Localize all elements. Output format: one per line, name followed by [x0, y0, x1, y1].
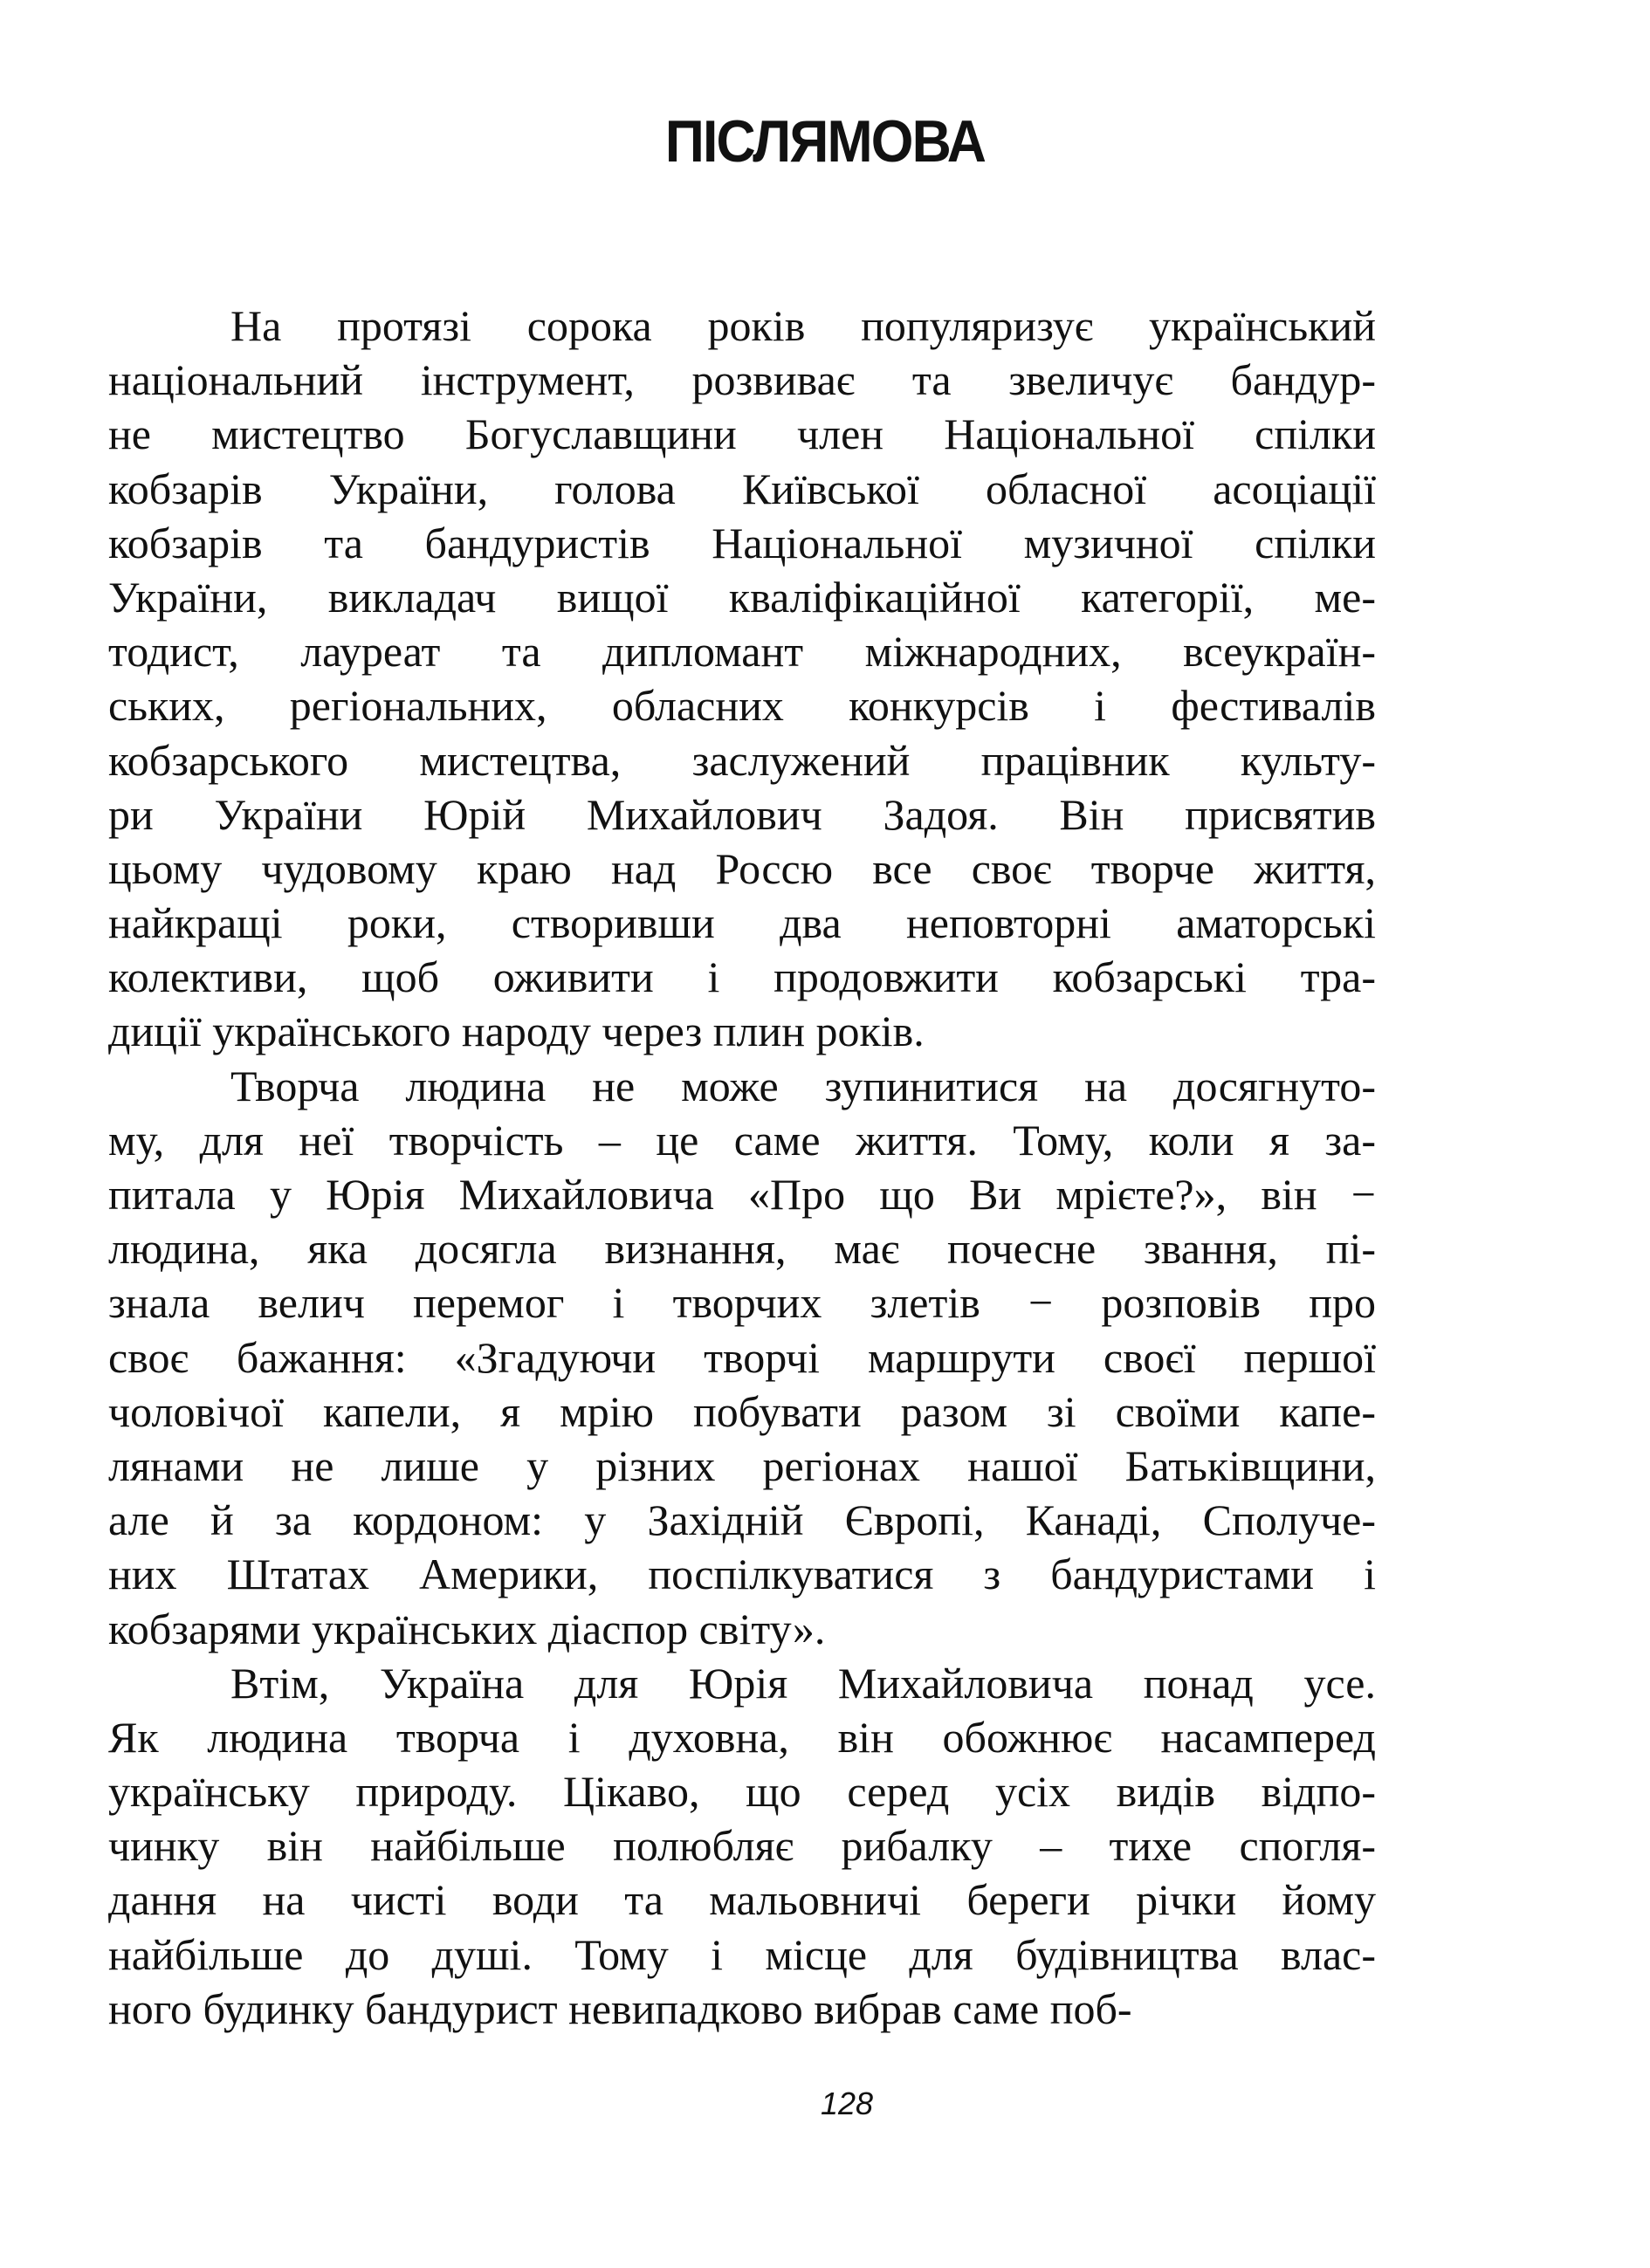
- text-line: людина, яка досягла визнання, має почесне звання, пі-: [108, 1224, 1376, 1274]
- text-line: питала у Юрія Михайловича «Про що Ви мрієте?», він −: [108, 1170, 1376, 1219]
- text-line: кобзарями українських діаспор світу».: [108, 1604, 826, 1653]
- text-line: кобзарського мистецтва, заслужений працівник культу-: [108, 735, 1376, 785]
- text-line: тодист, лауреат та дипломант міжнародних, всеукраїн-: [108, 627, 1376, 677]
- text-line: своє бажання: «Згадуючи творчі маршрути своєї першої: [108, 1332, 1376, 1382]
- page-number: 128: [820, 2086, 874, 2121]
- text-line: ного будинку бандурист невипадково вибрав саме поб-: [108, 1983, 1132, 2033]
- text-line: не мистецтво Богуславщини член Національної спілки: [108, 409, 1376, 459]
- text-line: Творча людина не може зупинитися на досягнуто-: [230, 1061, 1376, 1110]
- text-line: ри України Юрій Михайлович Задоя. Він присвятив: [108, 789, 1376, 839]
- text-line: них Штатах Америки, поспілкуватися з бандуристами і: [108, 1550, 1376, 1599]
- text-line: кобзарів та бандуристів Національної музичної спілки: [108, 518, 1376, 567]
- text-line: українську природу. Цікаво, що серед усіх видів відпо-: [108, 1767, 1376, 1817]
- body-text: [108, 299, 1376, 2036]
- text-line: цьому чудовому краю над Россю все своє творче життя,: [108, 843, 1376, 893]
- text-line: лянами не лише у різних регіонах нашої Батьківщини,: [108, 1440, 1376, 1490]
- text-line: диції українського народу через плин років.: [108, 1007, 925, 1056]
- text-line: найкращі роки, створивши два неповторні аматорські: [108, 898, 1376, 948]
- text-line: знала велич перемог і творчих злетів − розповів про: [108, 1278, 1376, 1328]
- text-line: національний інструмент, розвиває та звеличує бандур-: [108, 355, 1376, 405]
- text-line: найбільше до душі. Тому і місце для будівництва влас-: [108, 1929, 1376, 1979]
- paragraph: [108, 1059, 1376, 1656]
- page-title: ПІСЛЯМОВА: [664, 108, 986, 175]
- text-line: колективи, щоб оживити і продовжити кобзарські тра-: [108, 952, 1376, 1002]
- text-line: чоловічої капели, я мрію побувати разом зі своїми капе-: [108, 1386, 1376, 1436]
- text-line: кобзарів України, голова Київської обласної асоціації: [108, 464, 1376, 513]
- text-line: На протязі сорока років популяризує український: [230, 301, 1376, 350]
- text-line: ських, регіональних, обласних конкурсів і фестивалів: [108, 681, 1376, 731]
- text-line: дання на чисті води та мальовничі береги річки йому: [108, 1875, 1376, 1925]
- text-line: Втім, Україна для Юрія Михайловича понад усе.: [230, 1658, 1376, 1708]
- paragraph: [108, 1656, 1376, 2036]
- text-line: але й за кордоном: у Західній Європі, Канаді, Сполуче-: [108, 1495, 1376, 1545]
- text-line: чинку він найбільше полюбляє рибалку – тихе спогля-: [108, 1821, 1376, 1871]
- text-line: України, викладач вищої кваліфікаційної категорії, ме-: [108, 572, 1376, 622]
- paragraph: [108, 299, 1376, 1059]
- text-line: му, для неї творчість – це саме життя. Тому, коли я за-: [108, 1115, 1376, 1165]
- text-line: Як людина творча і духовна, він обожнює насамперед: [108, 1712, 1376, 1762]
